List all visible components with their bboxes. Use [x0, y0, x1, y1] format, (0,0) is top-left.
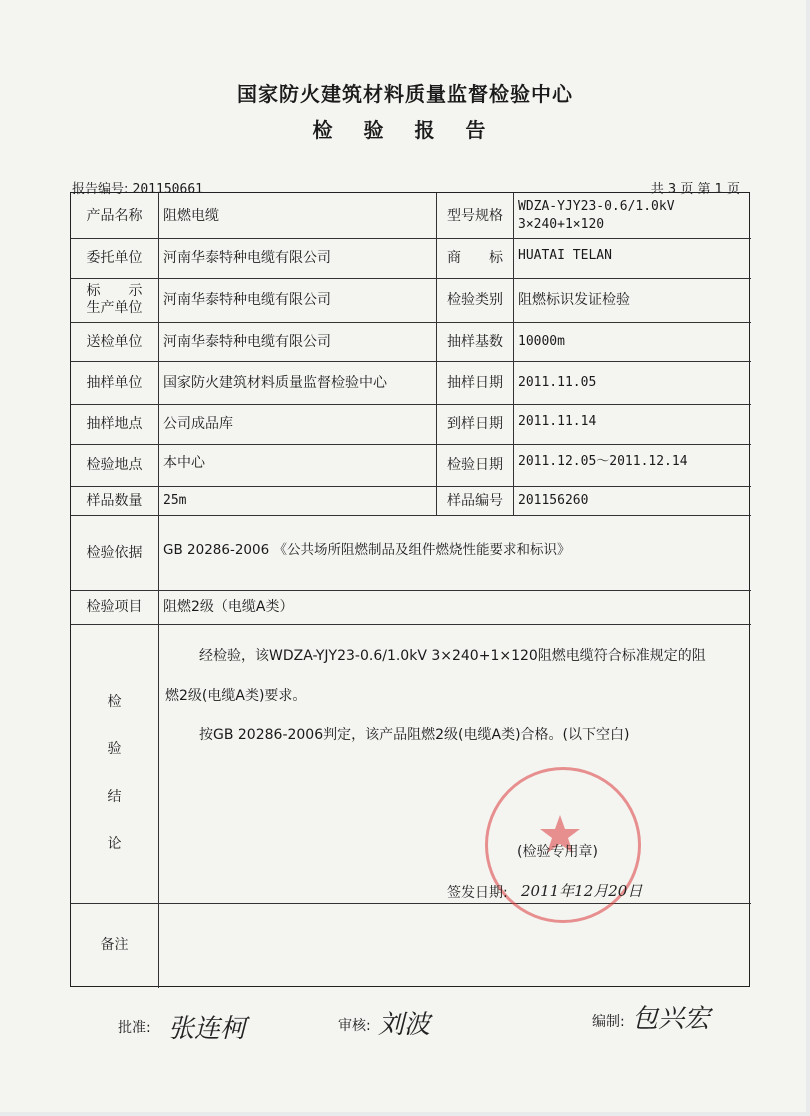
test-date-label: 检验日期	[447, 457, 503, 473]
model-value	[514, 195, 751, 237]
sample-site-value: 公司成品库	[163, 416, 233, 432]
basis-value: GB 20286-2006 《公共场所阻燃制品及组件燃烧性能要求和标识》	[163, 542, 571, 558]
model-line-2: 3×240+1×120	[518, 217, 605, 232]
sample-date-value: 2011.11.05	[518, 374, 597, 390]
manufacturer-label	[71, 278, 158, 322]
conclusion-char-1: 检	[107, 694, 122, 710]
sender-label: 送检单位	[86, 333, 143, 350]
issue-date-value: 2011年12月20日	[521, 882, 643, 900]
manufacturer-label-line-2: 生产单位	[86, 300, 143, 316]
conclusion-para-1-line-1: 经检验，该WDZA-YJY23-0.6/1.0kV 3×240+1×120阻燃电缆符合标准规定的阻	[199, 648, 706, 664]
client-value: 河南华泰特种电缆有限公司	[163, 250, 331, 266]
stamp-label: (检验专用章)	[517, 844, 598, 860]
items-value: 阻燃2级（电缆A类）	[163, 599, 294, 615]
sample-number-label: 样品编号	[447, 492, 503, 509]
report-table	[70, 192, 750, 987]
sample-base-value: 10000m	[518, 333, 565, 349]
sample-number-value: 201156260	[518, 492, 589, 508]
items-label: 检验项目	[86, 599, 143, 615]
sample-date-label: 抽样日期	[447, 374, 503, 391]
report-number-value: 201150661	[132, 182, 203, 197]
compile-signature: 包兴宏	[632, 1004, 711, 1034]
conclusion-char-2: 验	[107, 741, 122, 758]
conclusion-label	[71, 693, 158, 853]
conclusion-char-3: 结	[107, 788, 122, 805]
approve-signature: 张连柯	[168, 1014, 247, 1044]
report-title: 检 验 报 告	[312, 118, 498, 142]
model-label: 型号规格	[447, 207, 503, 224]
trademark-label: 商 标	[447, 250, 503, 266]
review-signature: 刘波	[378, 1010, 431, 1040]
page-info: 共 3 页 第 1 页	[650, 182, 740, 197]
model-line-1: WDZA-YJY23-0.6/1.0kV	[518, 199, 675, 214]
arrival-date-label: 到样日期	[447, 416, 503, 432]
conclusion-para-2: 按GB 20286-2006判定，该产品阻燃2级(电缆A类)合格。(以下空白)	[199, 727, 630, 743]
product-name-value: 阻燃电缆	[163, 207, 219, 224]
quantity-label: 样品数量	[86, 492, 143, 509]
sample-base-label: 抽样基数	[447, 333, 503, 350]
manufacturer-value: 河南华泰特种电缆有限公司	[163, 292, 331, 308]
sampler-label: 抽样单位	[86, 374, 143, 391]
test-site-value: 本中心	[163, 455, 205, 471]
trademark-value: HUATAI TELAN	[518, 248, 612, 263]
basis-label: 检验依据	[86, 544, 143, 561]
review-label: 审核:	[338, 1018, 371, 1034]
sender-value: 河南华泰特种电缆有限公司	[163, 333, 331, 350]
product-name-label: 产品名称	[86, 207, 143, 224]
sample-site-label: 抽样地点	[86, 416, 143, 432]
quantity-value: 25m	[163, 492, 187, 508]
client-label: 委托单位	[86, 250, 143, 266]
sampler-value: 国家防火建筑材料质量监督检验中心	[163, 374, 387, 391]
test-type-value: 阻燃标识发证检验	[518, 292, 630, 308]
conclusion-para-1-line-2: 燃2级(电缆A类)要求。	[165, 688, 307, 704]
remarks-label: 备注	[100, 936, 129, 953]
manufacturer-label-line-1: 标 示	[86, 283, 143, 299]
test-type-label: 检验类别	[447, 292, 503, 308]
report-number-label: 报告编号:	[72, 182, 129, 197]
test-date-value: 2011.12.05～2011.12.14	[518, 454, 688, 469]
issue-date-label: 签发日期:	[447, 885, 508, 901]
conclusion-char-4: 论	[107, 835, 122, 852]
organization-title: 国家防火建筑材料质量监督检验中心	[237, 82, 573, 106]
arrival-date-value: 2011.11.14	[518, 414, 597, 429]
approve-label: 批准:	[118, 1020, 151, 1036]
test-site-label: 检验地点	[86, 457, 143, 473]
compile-label: 编制:	[592, 1014, 625, 1030]
